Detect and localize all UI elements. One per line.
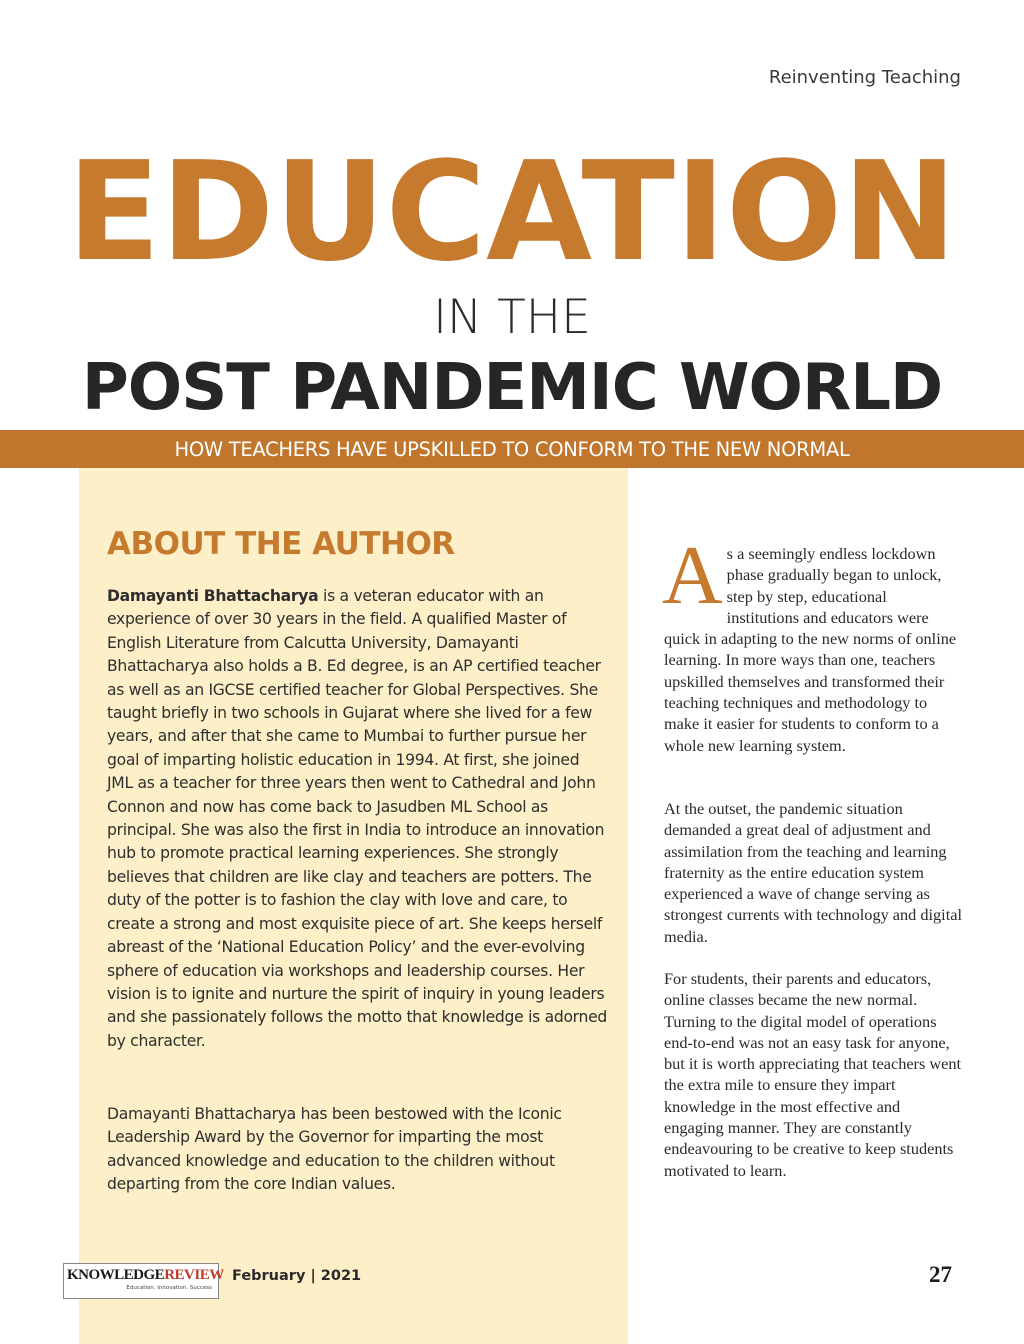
author-bio-paragraph-2: Damayanti Bhattacharya has been bestowed with the Iconic Leadership Award by the Governor for imparting the most advanced knowledge and education to the children without departing from the core Indian values. [107,1105,562,1194]
article-paragraph-2: At the outset, the pandemic situation demanded a great deal of adjustment and assimilation from the teaching and learning fraternity as the entire education system experienced a wave of change serving as strongest currents with technology and digital media. [664,799,962,946]
article-paragraph-1 [662,529,962,756]
section-label: Reinventing Teaching [768,67,961,88]
logo-wordmark [67,1267,224,1284]
logo-review-text: REVIEW [164,1267,224,1283]
logo-knowledge-text: KNOWLEDGE [67,1267,165,1283]
article-paragraph-1-text: s a seemingly endless lockdown phase gradually began to unlock, step by step, educational institutions and educators were quick in adapting to the new norms of online learning. In more ways than one, teachers upskilled themselves and transformed their teaching techniques and methodology to make it easier for students to conform to a whole new learning system. [664,544,957,755]
logo-tagline: Education. Innovation. Success [126,1285,212,1291]
article-paragraph-3: For students, their parents and educators, online classes became the new normal. Turning to the digital model of operations end-to-end was not an easy task for anyone, but it is worth appreciating that teachers went the extra mile to ensure they impart knowledge in the most effective and engaging manner. They are constantly endeavouring to be creative to keep students motivated to learn. [664,969,962,1180]
page-number: 27 [929,1262,952,1287]
footer-date: February | 2021 [232,1268,362,1284]
author-bio-paragraph-1 [107,585,607,1053]
title-in-the: IN THE [433,290,591,345]
title-education: EDUCATION [66,133,958,292]
knowledge-review-logo [63,1263,224,1299]
subtitle-text: HOW TEACHERS HAVE UPSKILLED TO CONFORM TO THE NEW NORMAL [174,438,850,461]
title-post-pandemic-world: POST PANDEMIC WORLD [81,351,943,425]
about-author-heading: ABOUT THE AUTHOR [107,526,455,562]
author-bio-text: is a veteran educator with an experience of over 30 years in the field. A qualified Master of English Literature from Calcutta University, Damayanti Bhattacharya also holds a B. Ed degree, is an AP certified teacher as well as an IGCSE certified teacher for Global Perspectives. She taught briefly in two schools in Gujarat where she lived for a few years, and after that she came to Mumbai to further pursue her goal of imparting holistic education in 1994. At first, she joined JML as a teacher for three years then went to Cathedral and John Connon and now has come back to Jasudben ML School as principal. She was also the first in India to introduce an innovation hub to promote practical learning experiences. She strongly believes that children are like clay and teachers are potters. The duty of the potter is to fashion the clay with love and care, to create a strong and most exquisite piece of art. She keeps herself abreast of the ‘National Education Policy’ and the ever-evolving sphere of education via workshops and leadership courses. Her vision is to ignite and nurture the spirit of inquiry in young leaders and she passionately follows the motto that knowledge is adorned by character. [107,587,607,1050]
author-name: Damayanti Bhattacharya [107,587,319,605]
drop-cap: A [662,529,723,622]
